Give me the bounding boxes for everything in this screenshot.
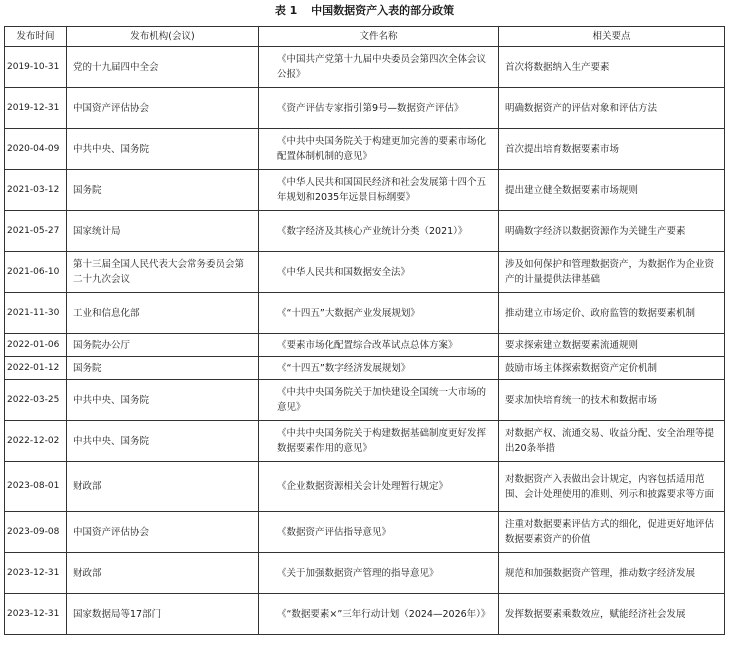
cell-date: 2019-12-31 — [5, 88, 67, 129]
policy-table — [4, 26, 725, 635]
cell-doc: 《中共中央国务院关于构建数据基础制度更好发挥数据要素作用的意见》 — [259, 421, 499, 462]
cell-date: 2022-01-12 — [5, 357, 67, 380]
table-row — [5, 129, 725, 170]
table-row — [5, 334, 725, 357]
cell-date: 2022-12-02 — [5, 421, 67, 462]
cell-date: 2023-08-01 — [5, 462, 67, 512]
table-row — [5, 380, 725, 421]
cell-org: 财政部 — [67, 462, 259, 512]
cell-point: 推动建立市场定价、政府监管的数据要素机制 — [499, 293, 725, 334]
table-number: 表 1 — [274, 4, 298, 17]
cell-org: 中国资产评估协会 — [67, 88, 259, 129]
table-row — [5, 47, 725, 88]
cell-doc: 《数据资产评估指导意见》 — [259, 512, 499, 553]
table-title: 中国数据资产入表的部分政策 — [311, 4, 455, 17]
cell-org: 中共中央、国务院 — [67, 380, 259, 421]
cell-doc: 《中华人民共和国数据安全法》 — [259, 252, 499, 293]
table-header-row — [5, 27, 725, 47]
cell-point: 规范和加强数据资产管理，推动数字经济发展 — [499, 553, 725, 594]
cell-doc: 《关于加强数据资产管理的指导意见》 — [259, 553, 499, 594]
table-row — [5, 252, 725, 293]
cell-point: 提出建立健全数据要素市场规则 — [499, 170, 725, 211]
cell-date: 2021-03-12 — [5, 170, 67, 211]
cell-date: 2023-09-08 — [5, 512, 67, 553]
cell-point: 注重对数据要素评估方式的细化，促进更好地评估数据要素资产的价值 — [499, 512, 725, 553]
cell-point: 要求探索建立数据要素流通规则 — [499, 334, 725, 357]
cell-point: 涉及如何保护和管理数据资产，为数据作为企业资产的计量提供法律基础 — [499, 252, 725, 293]
cell-org: 国务院 — [67, 357, 259, 380]
cell-org: 中国资产评估协会 — [67, 512, 259, 553]
cell-org: 工业和信息化部 — [67, 293, 259, 334]
cell-point: 首次将数据纳入生产要素 — [499, 47, 725, 88]
cell-doc: 《中共中央国务院关于加快建设全国统一大市场的意见》 — [259, 380, 499, 421]
cell-org: 国务院办公厅 — [67, 334, 259, 357]
cell-doc: 《“十四五”数字经济发展规划》 — [259, 357, 499, 380]
cell-date: 2021-05-27 — [5, 211, 67, 252]
cell-org: 中共中央、国务院 — [67, 421, 259, 462]
cell-doc: 《数字经济及其核心产业统计分类（2021）》 — [259, 211, 499, 252]
cell-date: 2023-12-31 — [5, 553, 67, 594]
cell-org: 中共中央、国务院 — [67, 129, 259, 170]
cell-org: 财政部 — [67, 553, 259, 594]
cell-date: 2019-10-31 — [5, 47, 67, 88]
table-row — [5, 462, 725, 512]
table-row — [5, 211, 725, 252]
table-caption — [0, 0, 729, 26]
table-row — [5, 88, 725, 129]
table-row — [5, 553, 725, 594]
header-org: 发布机构(会议) — [67, 27, 259, 47]
cell-org: 国务院 — [67, 170, 259, 211]
cell-org: 第十三届全国人民代表大会常务委员会第二十九次会议 — [67, 252, 259, 293]
header-doc: 文件名称 — [259, 27, 499, 47]
cell-date: 2021-11-30 — [5, 293, 67, 334]
cell-doc: 《“数据要素×”三年行动计划（2024—2026年）》 — [259, 594, 499, 635]
table-row — [5, 421, 725, 462]
table-row — [5, 293, 725, 334]
cell-point: 明确数据资产的评估对象和评估方法 — [499, 88, 725, 129]
cell-date: 2022-03-25 — [5, 380, 67, 421]
cell-doc: 《资产评估专家指引第9号—数据资产评估》 — [259, 88, 499, 129]
header-point: 相关要点 — [499, 27, 725, 47]
cell-date: 2022-01-06 — [5, 334, 67, 357]
table-row — [5, 357, 725, 380]
cell-org: 党的十九届四中全会 — [67, 47, 259, 88]
cell-org: 国家统计局 — [67, 211, 259, 252]
header-date: 发布时间 — [5, 27, 67, 47]
cell-date: 2023-12-31 — [5, 594, 67, 635]
cell-org: 国家数据局等17部门 — [67, 594, 259, 635]
cell-doc: 《中共中央国务院关于构建更加完善的要素市场化配置体制机制的意见》 — [259, 129, 499, 170]
cell-point: 对数据产权、流通交易、收益分配、安全治理等提出20条举措 — [499, 421, 725, 462]
cell-point: 发挥数据要素乘数效应，赋能经济社会发展 — [499, 594, 725, 635]
cell-point: 对数据资产入表做出会计规定，内容包括适用范围、会计处理使用的准则、列示和披露要求等方面 — [499, 462, 725, 512]
cell-point: 明确数字经济以数据资源作为关键生产要素 — [499, 211, 725, 252]
cell-doc: 《中华人民共和国国民经济和社会发展第十四个五年规划和2035年远景目标纲要》 — [259, 170, 499, 211]
cell-doc: 《要素市场化配置综合改革试点总体方案》 — [259, 334, 499, 357]
cell-date: 2020-04-09 — [5, 129, 67, 170]
table-row — [5, 170, 725, 211]
cell-doc: 《中国共产党第十九届中央委员会第四次全体会议公报》 — [259, 47, 499, 88]
cell-doc: 《“十四五”大数据产业发展规划》 — [259, 293, 499, 334]
cell-point: 首次提出培育数据要素市场 — [499, 129, 725, 170]
table-row — [5, 594, 725, 635]
cell-point: 鼓励市场主体探索数据资产定价机制 — [499, 357, 725, 380]
table-row — [5, 512, 725, 553]
cell-doc: 《企业数据资源相关会计处理暂行规定》 — [259, 462, 499, 512]
cell-date: 2021-06-10 — [5, 252, 67, 293]
cell-point: 要求加快培育统一的技术和数据市场 — [499, 380, 725, 421]
